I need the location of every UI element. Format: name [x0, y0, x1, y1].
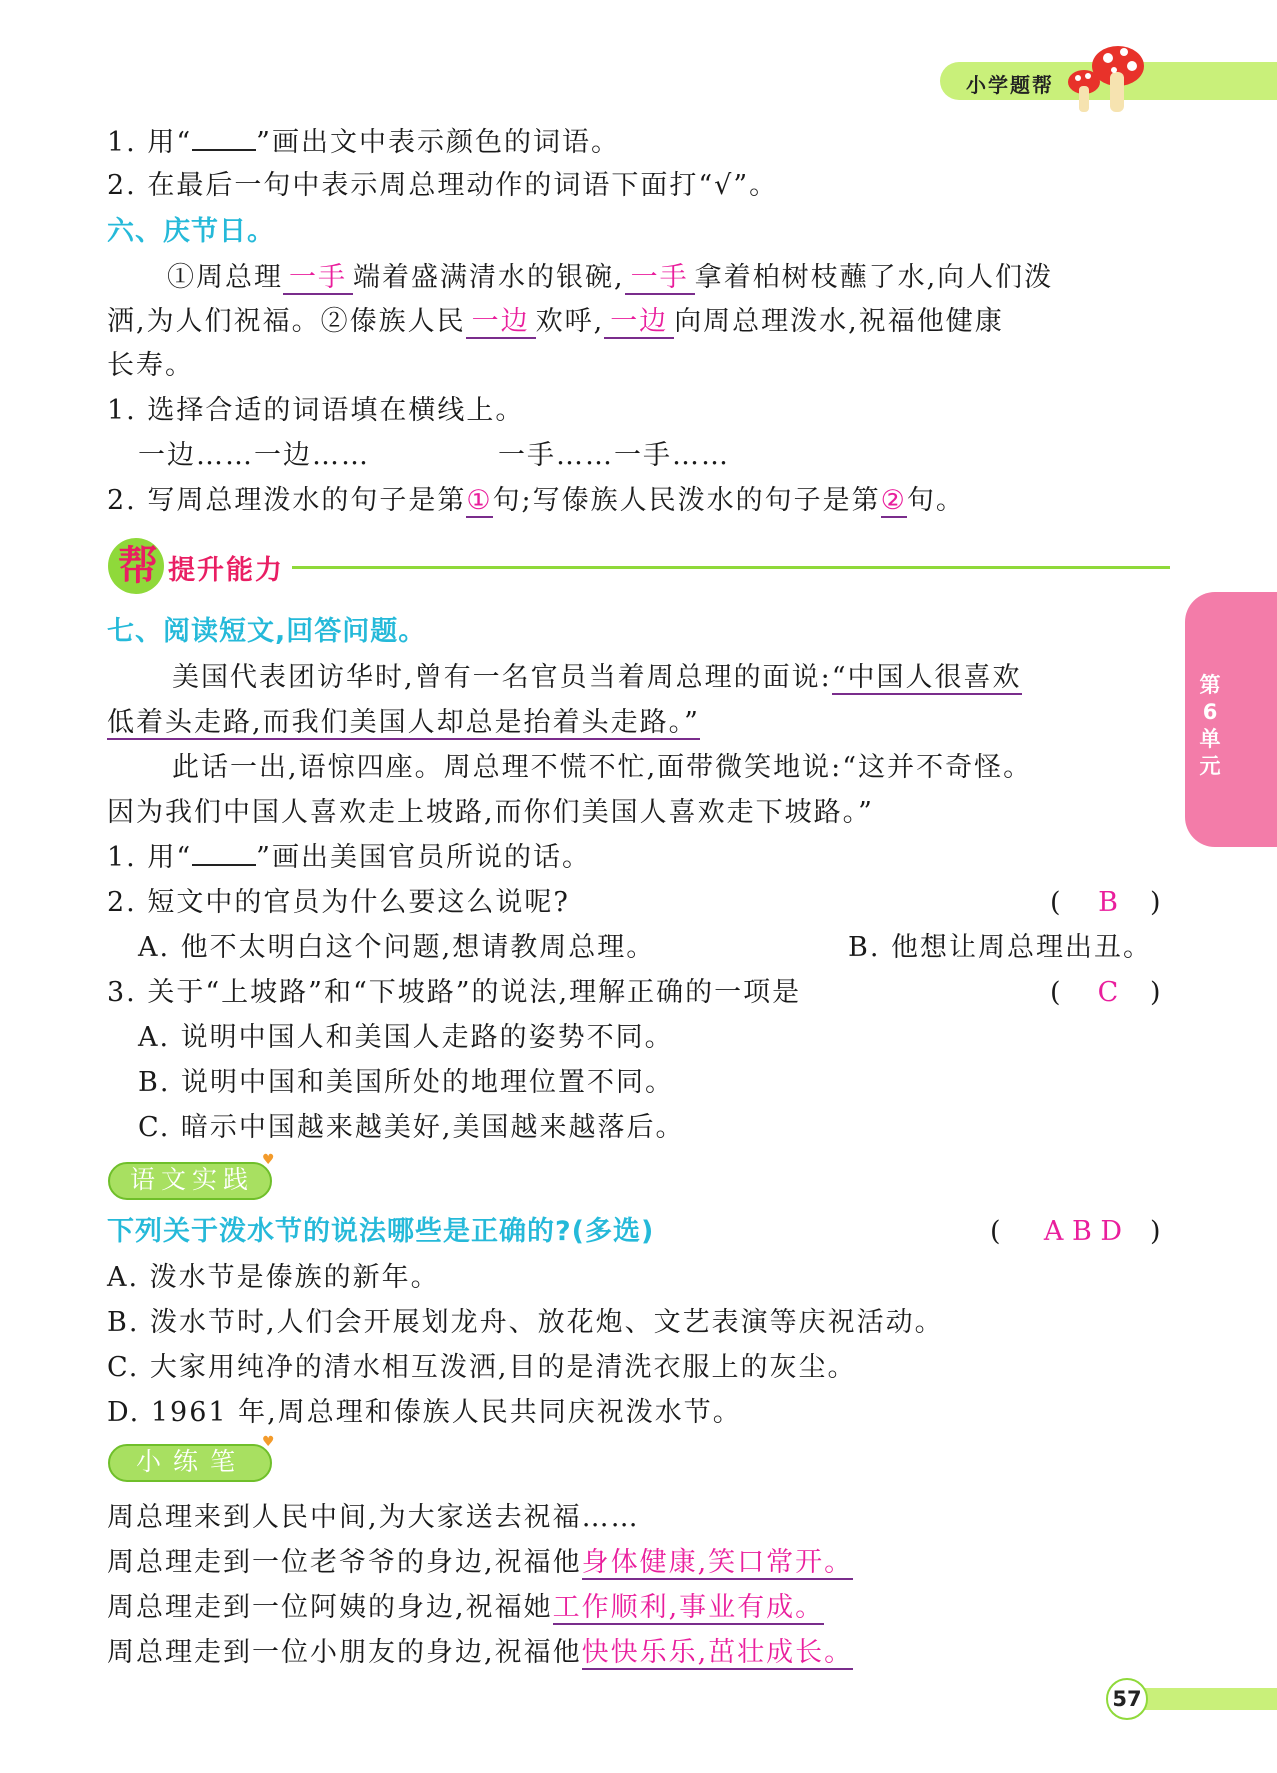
- unit-tab-label: 第6单元: [1199, 673, 1221, 778]
- answer-blank: [192, 127, 256, 151]
- heart-icon: ♥: [262, 1152, 275, 1168]
- s7-question-2: 2. 短文中的官员为什么要这么说呢?: [107, 887, 570, 918]
- practice-answer: A B D: [1043, 1216, 1123, 1247]
- s6-passage-line-3: 长寿。: [107, 350, 194, 381]
- section7-title: 七、阅读短文,回答问题。: [107, 616, 427, 647]
- banner-badge-text: 帮: [118, 543, 158, 589]
- paren-close: ): [1150, 887, 1161, 918]
- s7-q2-option-b: B. 他想让周总理出丑。: [848, 932, 1153, 963]
- s7-q2-option-a: A. 他不太明白这个问题,想请教周总理。: [138, 932, 656, 963]
- paren-close: ): [1150, 1216, 1161, 1247]
- s7-q3-option-b: B. 说明中国和美国所处的地理位置不同。: [138, 1067, 675, 1098]
- section6-title: 六、庆节日。: [107, 216, 275, 247]
- s7-passage-line-2: 低着头走路,而我们美国人却总是抬着头走路。”: [107, 707, 700, 738]
- s6-option-2: 一手……一手……: [498, 440, 730, 471]
- s7-q3-option-c: C. 暗示中国越来越美好,美国越来越落后。: [138, 1112, 685, 1143]
- banner-title: 提升能力: [168, 555, 284, 586]
- practice-option-c: C. 大家用纯净的清水相互泼洒,目的是清洗衣服上的灰尘。: [107, 1352, 857, 1383]
- practice-option-b: B. 泼水节时,人们会开展划龙舟、放花炮、文艺表演等庆祝活动。: [107, 1307, 944, 1338]
- practice-pill-label: 语文实践: [130, 1165, 255, 1194]
- page-number: 57: [1112, 1687, 1142, 1711]
- s7-q3-answer: C: [1097, 977, 1119, 1008]
- s7-question-3: 3. 关于“上坡路”和“下坡路”的说法,理解正确的一项是: [107, 977, 802, 1008]
- paren-open: (: [1050, 977, 1061, 1008]
- s5-question-1: 1. 用“ ”画出文中表示颜色的词语。: [107, 127, 620, 158]
- s6-question-1: 1. 选择合适的词语填在横线上。: [107, 395, 525, 426]
- mushroom-icon: [1060, 38, 1150, 118]
- s5-question-2: 2. 在最后一句中表示周总理动作的词语下面打“√”。: [107, 170, 779, 201]
- paren-open: (: [990, 1216, 1001, 1247]
- s7-passage-line-4: 因为我们中国人喜欢走上坡路,而你们美国人喜欢走下坡路。”: [107, 797, 874, 828]
- s7-passage-line-1: 美国代表团访华时,曾有一名官员当着周总理的面说:“中国人很喜欢: [172, 662, 1022, 693]
- s6-passage-line-2: 洒,为人们祝福。②傣族人民 一边 欢呼, 一边 向周总理泼水,祝福他健康: [107, 306, 1004, 337]
- s6-question-2: 2. 写周总理泼水的句子是第①句;写傣族人民泼水的句子是第②句。: [107, 485, 965, 516]
- practice-question: 下列关于泼水节的说法哪些是正确的?(多选): [107, 1216, 655, 1247]
- practice-option-a: A. 泼水节是傣族的新年。: [107, 1262, 440, 1293]
- writing-line-3: 周总理走到一位阿姨的身边,祝福她工作顺利,事业有成。: [107, 1592, 825, 1623]
- answer-blank: [192, 842, 256, 866]
- s6-option-1: 一边……一边……: [138, 440, 370, 471]
- header-title: 小学题帮: [966, 73, 1054, 97]
- heart-icon: ♥: [262, 1434, 275, 1450]
- s7-q2-answer: B: [1098, 887, 1118, 918]
- writing-pill-label: 小练笔: [136, 1447, 248, 1476]
- s7-passage-line-3: 此话一出,语惊四座。周总理不慌不忙,面带微笑地说:“这并不奇怪。: [172, 752, 1033, 783]
- practice-option-d: D. 1961 年,周总理和傣族人民共同庆祝泼水节。: [107, 1397, 742, 1428]
- s7-question-1: 1. 用“ ”画出美国官员所说的话。: [107, 842, 591, 873]
- s6-passage-line-1: ①周总理 一手 端着盛满清水的银碗, 一手 拿着柏树枝蘸了水,向人们泼: [167, 262, 1054, 293]
- writing-line-1: 周总理来到人民中间,为大家送去祝福……: [107, 1502, 640, 1533]
- s7-q3-option-a: A. 说明中国人和美国人走路的姿势不同。: [138, 1022, 674, 1053]
- writing-line-4: 周总理走到一位小朋友的身边,祝福他快快乐乐,茁壮成长。: [107, 1637, 854, 1668]
- paren-open: (: [1050, 887, 1061, 918]
- paren-close: ): [1150, 977, 1161, 1008]
- banner-divider: [292, 566, 1170, 569]
- writing-line-2: 周总理走到一位老爷爷的身边,祝福他身体健康,笑口常开。: [107, 1547, 854, 1578]
